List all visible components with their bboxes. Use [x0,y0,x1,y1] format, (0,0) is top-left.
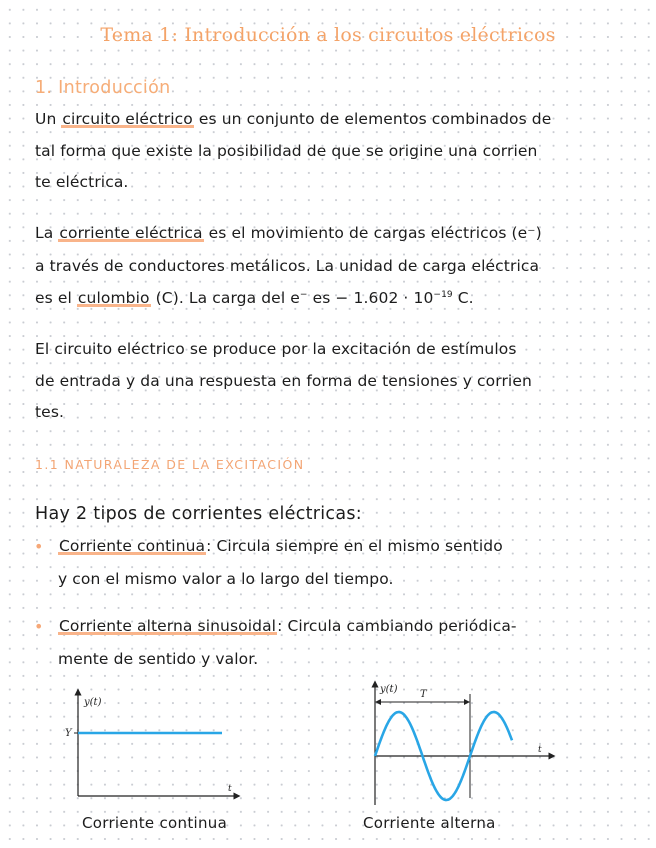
paragraph-line: a través de conductores metálicos. La unidad de carga eléctrica [35,257,540,275]
x-axis-label: t [228,784,232,794]
bullet-line: mente de sentido y valor. [58,650,259,668]
paragraph-line: El circuito eléctrico se produce por la excitación de estímulos [35,340,517,358]
text: C. [457,289,474,307]
highlight-term: circuito eléctrico [62,110,193,128]
text: es un conjunto de elementos combinados de [198,110,552,128]
paragraph-line: tal forma que existe la posibilidad de que se origine una corrien [35,142,538,160]
bullet-dot-icon: • [34,617,44,636]
dc-current-graph [60,688,240,798]
bullet-line [58,537,503,555]
level-label: Y [65,728,72,739]
x-axis-label: t [538,745,542,755]
text: La [35,224,54,242]
text: (C). La carga del e [155,289,300,307]
text: : Circula cambiando periódica- [277,617,517,635]
period-label: T [420,689,427,700]
highlight-term: Corriente continua [59,537,206,555]
text: es − 1.602 · 10 [312,289,434,307]
paragraph-line: de entrada y da una respuesta en forma de tensiones y corrien [35,372,532,390]
y-axis-label: y(t) [380,684,398,695]
bullet-dot-icon: • [34,537,44,556]
highlight-term: corriente eléctrica [59,224,203,242]
lead-line: Hay 2 tipos de corrientes eléctricas: [35,504,362,524]
ac-current-graph [362,680,558,808]
caption-alterna: Corriente alterna [363,814,496,832]
paragraph-line [35,110,551,128]
text: : Circula siempre en el mismo sentido [206,537,503,555]
paragraph-line: tes. [35,403,65,421]
superscript: − [299,289,308,300]
paragraph-line [35,289,474,307]
section-heading-introduccion: 1. Introducción [35,78,171,98]
text: es el [35,289,72,307]
highlight-term: culombio [77,289,150,307]
caption-continua: Corriente continua [82,814,228,832]
text: Un [35,110,57,128]
paragraph-line: te eléctrica. [35,173,129,191]
text: es el movimiento de cargas eléctricos (e⁻) [208,224,542,242]
page-title: Tema 1: Introducción a los circuitos eléctricos [100,24,556,46]
highlight-term: Corriente alterna sinusoidal [59,617,277,635]
bullet-line: y con el mismo valor a lo largo del tiempo. [58,570,394,588]
paragraph-line [35,224,542,242]
y-axis-label: y(t) [84,697,102,708]
superscript: −19 [433,289,453,300]
subsection-heading-naturaleza: 1.1 NATURALEZA DE LA EXCITACIÓN [35,457,305,472]
bullet-line [58,617,517,635]
